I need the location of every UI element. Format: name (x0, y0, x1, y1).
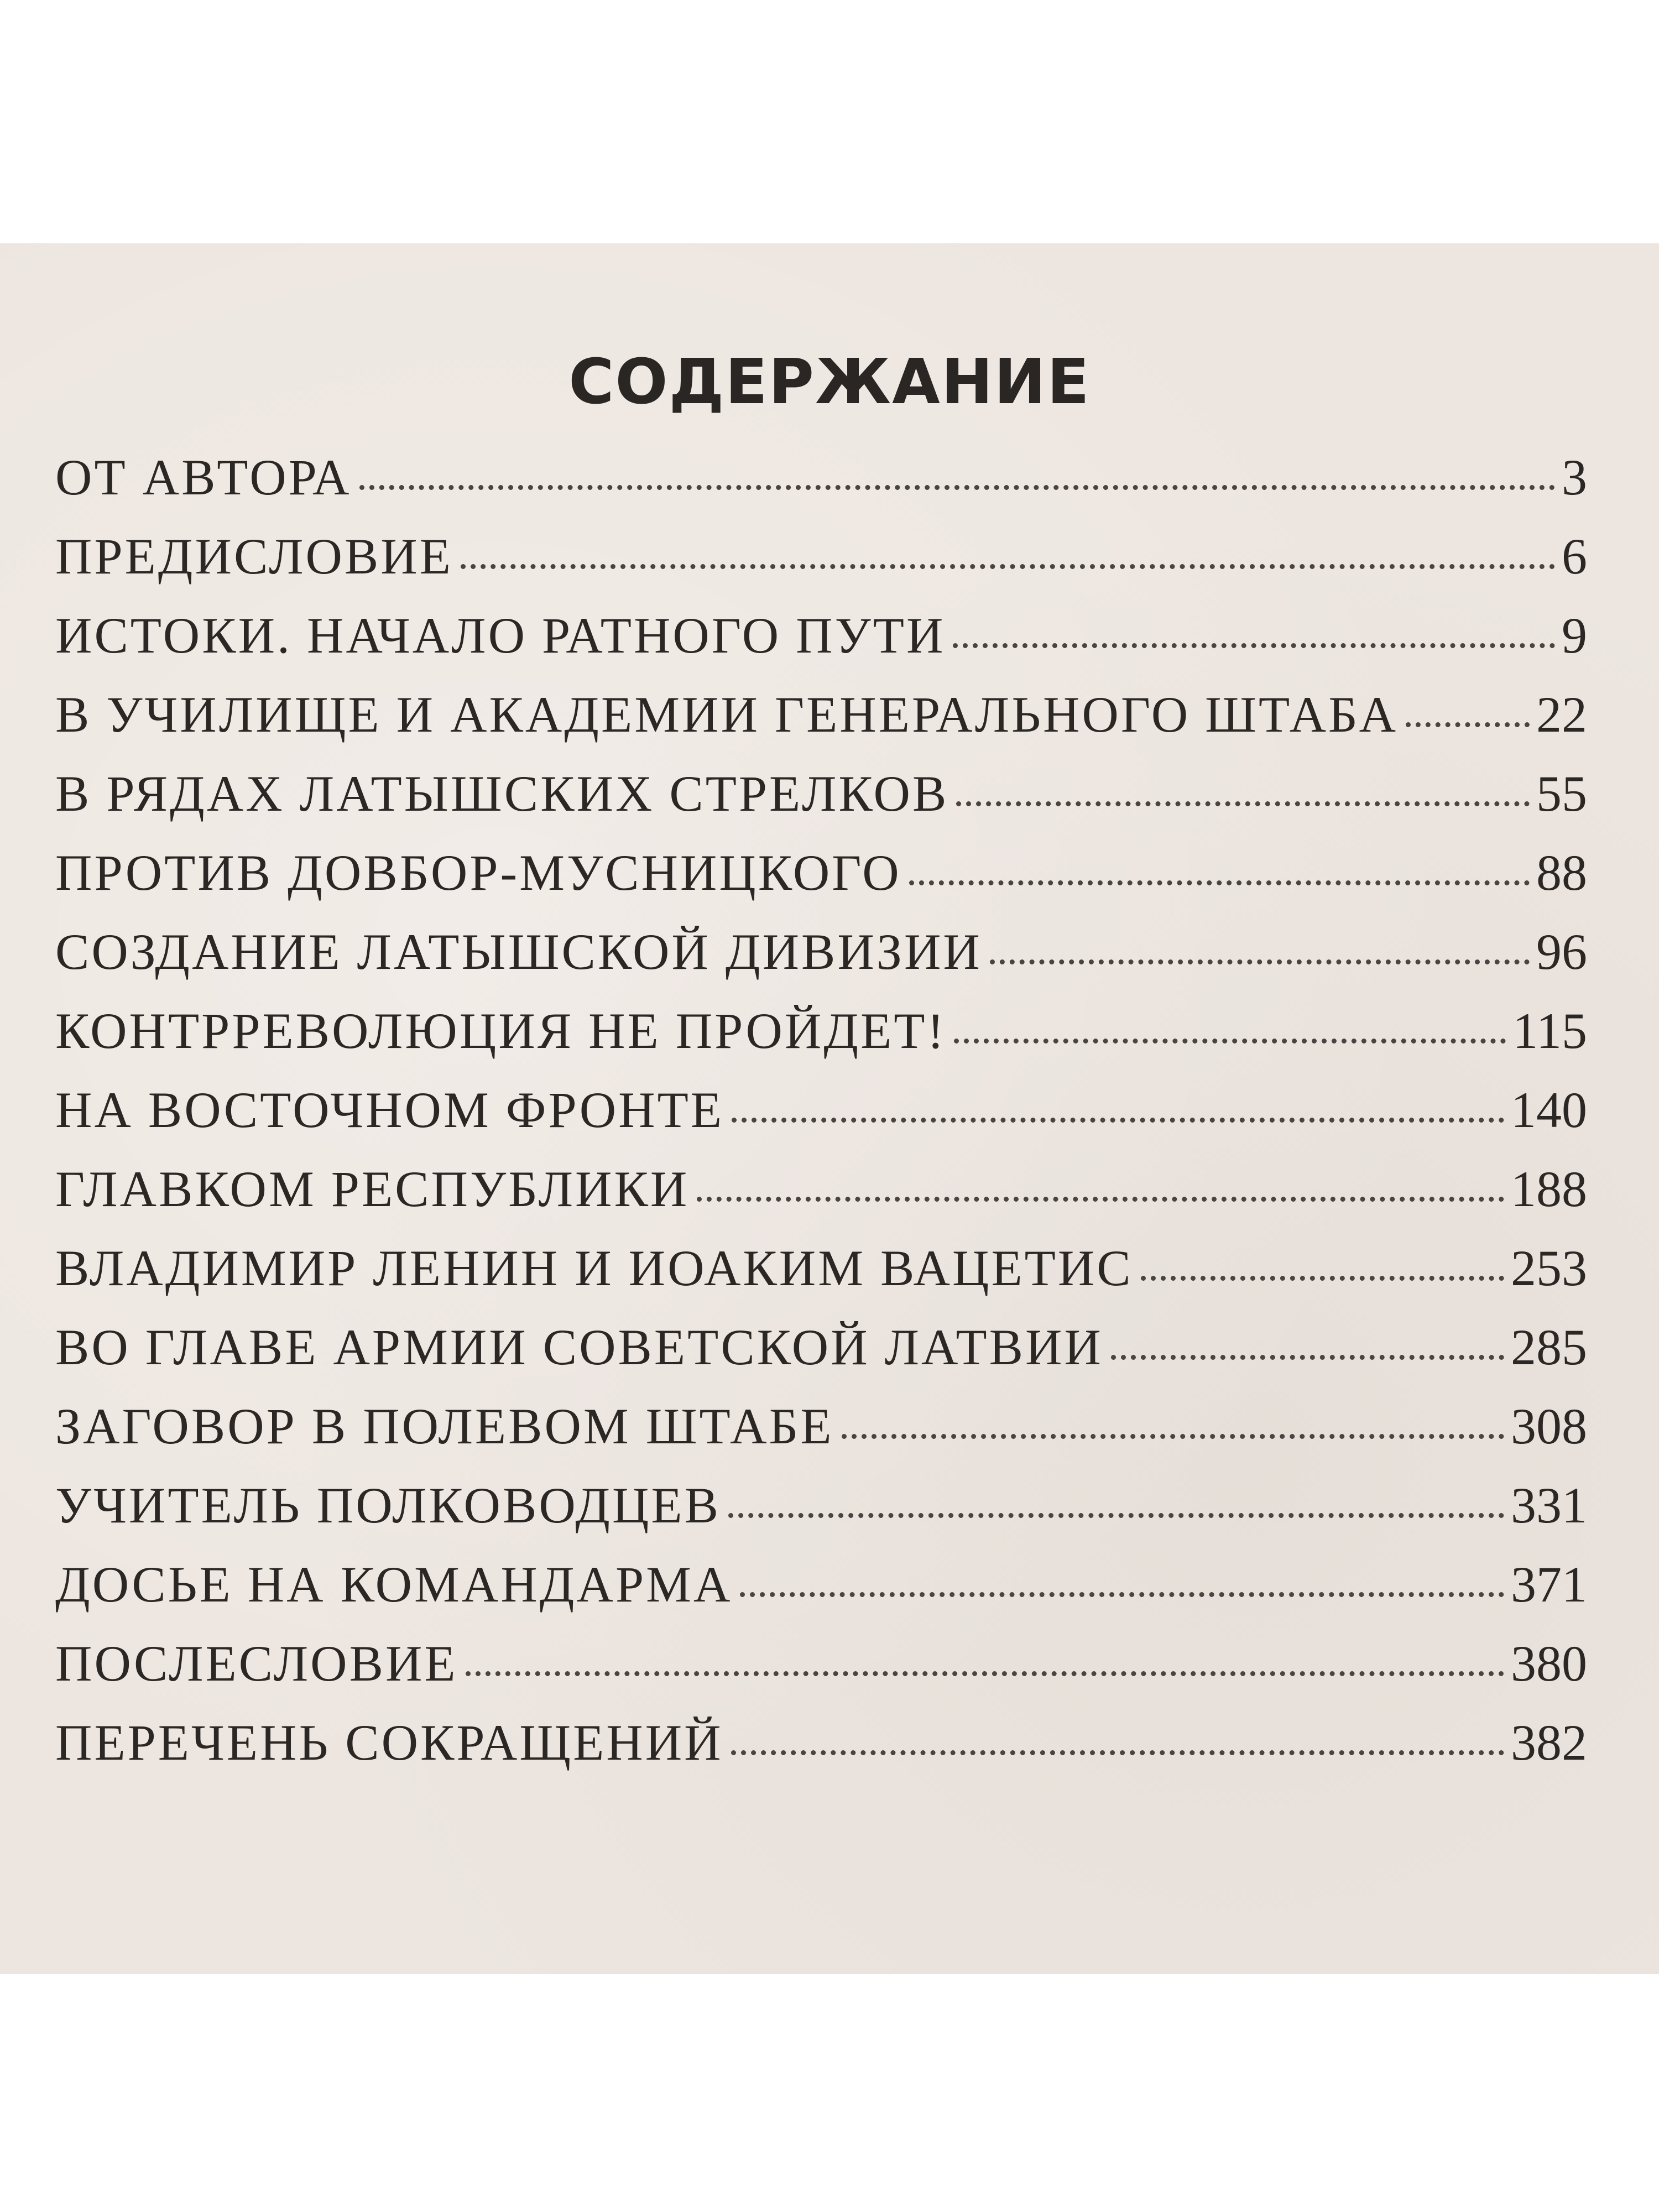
dot-leader (954, 1039, 1506, 1044)
dot-leader (842, 1434, 1504, 1439)
toc-entry (55, 1555, 1587, 1634)
toc-entry-page: 285 (1511, 1319, 1587, 1375)
dot-leader (740, 1592, 1504, 1597)
toc-entry (55, 1239, 1587, 1318)
toc-entry-label: В УЧИЛИЩЕ И АКАДЕМИИ ГЕНЕРАЛЬНОГО ШТАБА (55, 686, 1399, 743)
toc-entry (55, 606, 1587, 685)
book-page (0, 243, 1659, 1974)
toc-entry (55, 1634, 1587, 1713)
toc-entry-label: ЗАГОВОР В ПОЛЕВОМ ШТАБЕ (55, 1398, 834, 1454)
toc-entry-label: ИСТОКИ. НАЧАЛО РАТНОГО ПУТИ (55, 607, 946, 664)
toc-entry-page: 140 (1511, 1082, 1587, 1138)
toc-entry-page: 331 (1511, 1477, 1587, 1533)
toc-entry-page: 55 (1536, 765, 1587, 822)
dot-leader (466, 1671, 1504, 1676)
dot-leader (697, 1197, 1504, 1202)
dot-leader (1406, 722, 1530, 727)
toc-entry-label: ВЛАДИМИР ЛЕНИН И ИОАКИМ ВАЦЕТИС (55, 1240, 1133, 1296)
toc-entry-page: 88 (1536, 844, 1587, 901)
toc-entry-label: ПЕРЕЧЕНЬ СОКРАЩЕНИЙ (55, 1714, 723, 1771)
toc-entry-page: 6 (1562, 528, 1587, 585)
toc-entry-label: УЧИТЕЛЬ ПОЛКОВОДЦЕВ (55, 1477, 721, 1533)
toc-entry (55, 1476, 1587, 1555)
dot-leader (990, 959, 1530, 964)
toc-entry-label: СОЗДАНИЕ ЛАТЫШСКОЙ ДИВИЗИИ (55, 924, 982, 980)
toc-entry-label: ВО ГЛАВЕ АРМИИ СОВЕТСКОЙ ЛАТВИИ (55, 1319, 1103, 1375)
dot-leader (1111, 1355, 1504, 1360)
toc-entry-label: КОНТРРЕВОЛЮЦИЯ НЕ ПРОЙДЕТ! (55, 1003, 947, 1059)
toc-entry (55, 1397, 1587, 1476)
toc-entry-page: 188 (1511, 1161, 1587, 1217)
toc-entry (55, 1713, 1587, 1792)
dot-leader (953, 643, 1555, 648)
toc-entry (55, 527, 1587, 606)
dot-leader (728, 1513, 1504, 1518)
toc-entry-label: В РЯДАХ ЛАТЫШСКИХ СТРЕЛКОВ (55, 765, 949, 822)
toc-entry (55, 843, 1587, 922)
toc-entry-page: 9 (1562, 607, 1587, 664)
toc-entry-page: 380 (1511, 1635, 1587, 1692)
toc-entry-label: ГЛАВКОМ РЕСПУБЛИКИ (55, 1161, 690, 1217)
page-title: СОДЕРЖАНИЕ (568, 346, 1091, 418)
toc-entry-page: 22 (1536, 686, 1587, 743)
toc-entry-label: ПРЕДИСЛОВИЕ (55, 528, 453, 585)
dot-leader (1141, 1276, 1504, 1281)
toc-entry (55, 764, 1587, 843)
toc-entry-page: 3 (1562, 449, 1587, 505)
dot-leader (731, 1750, 1504, 1755)
dot-leader (956, 801, 1530, 806)
dot-leader (732, 1118, 1504, 1123)
toc-entry (55, 1318, 1587, 1397)
toc-entry-label: НА ВОСТОЧНОМ ФРОНТЕ (55, 1082, 724, 1138)
toc-entry-page: 115 (1512, 1003, 1587, 1059)
toc-entry (55, 448, 1587, 527)
toc-entry (55, 1160, 1587, 1239)
toc-entry (55, 1081, 1587, 1160)
toc-entry (55, 922, 1587, 1001)
toc-entry-label: ОТ АВТОРА (55, 449, 352, 505)
toc-entry-page: 253 (1511, 1240, 1587, 1296)
toc-entry (55, 685, 1587, 764)
toc-entry-label: ПОСЛЕСЛОВИЕ (55, 1635, 458, 1692)
table-of-contents (55, 448, 1587, 1792)
dot-leader (461, 564, 1555, 569)
toc-entry-page: 308 (1511, 1398, 1587, 1454)
toc-entry-page: 382 (1511, 1714, 1587, 1771)
dot-leader (359, 485, 1556, 490)
toc-entry-page: 96 (1536, 924, 1587, 980)
toc-entry-label: ПРОТИВ ДОВБОР-МУСНИЦКОГО (55, 844, 901, 901)
toc-entry-page: 371 (1511, 1556, 1587, 1613)
dot-leader (909, 880, 1530, 885)
toc-entry-label: ДОСЬЕ НА КОМАНДАРМА (55, 1556, 733, 1613)
toc-entry (55, 1001, 1587, 1081)
